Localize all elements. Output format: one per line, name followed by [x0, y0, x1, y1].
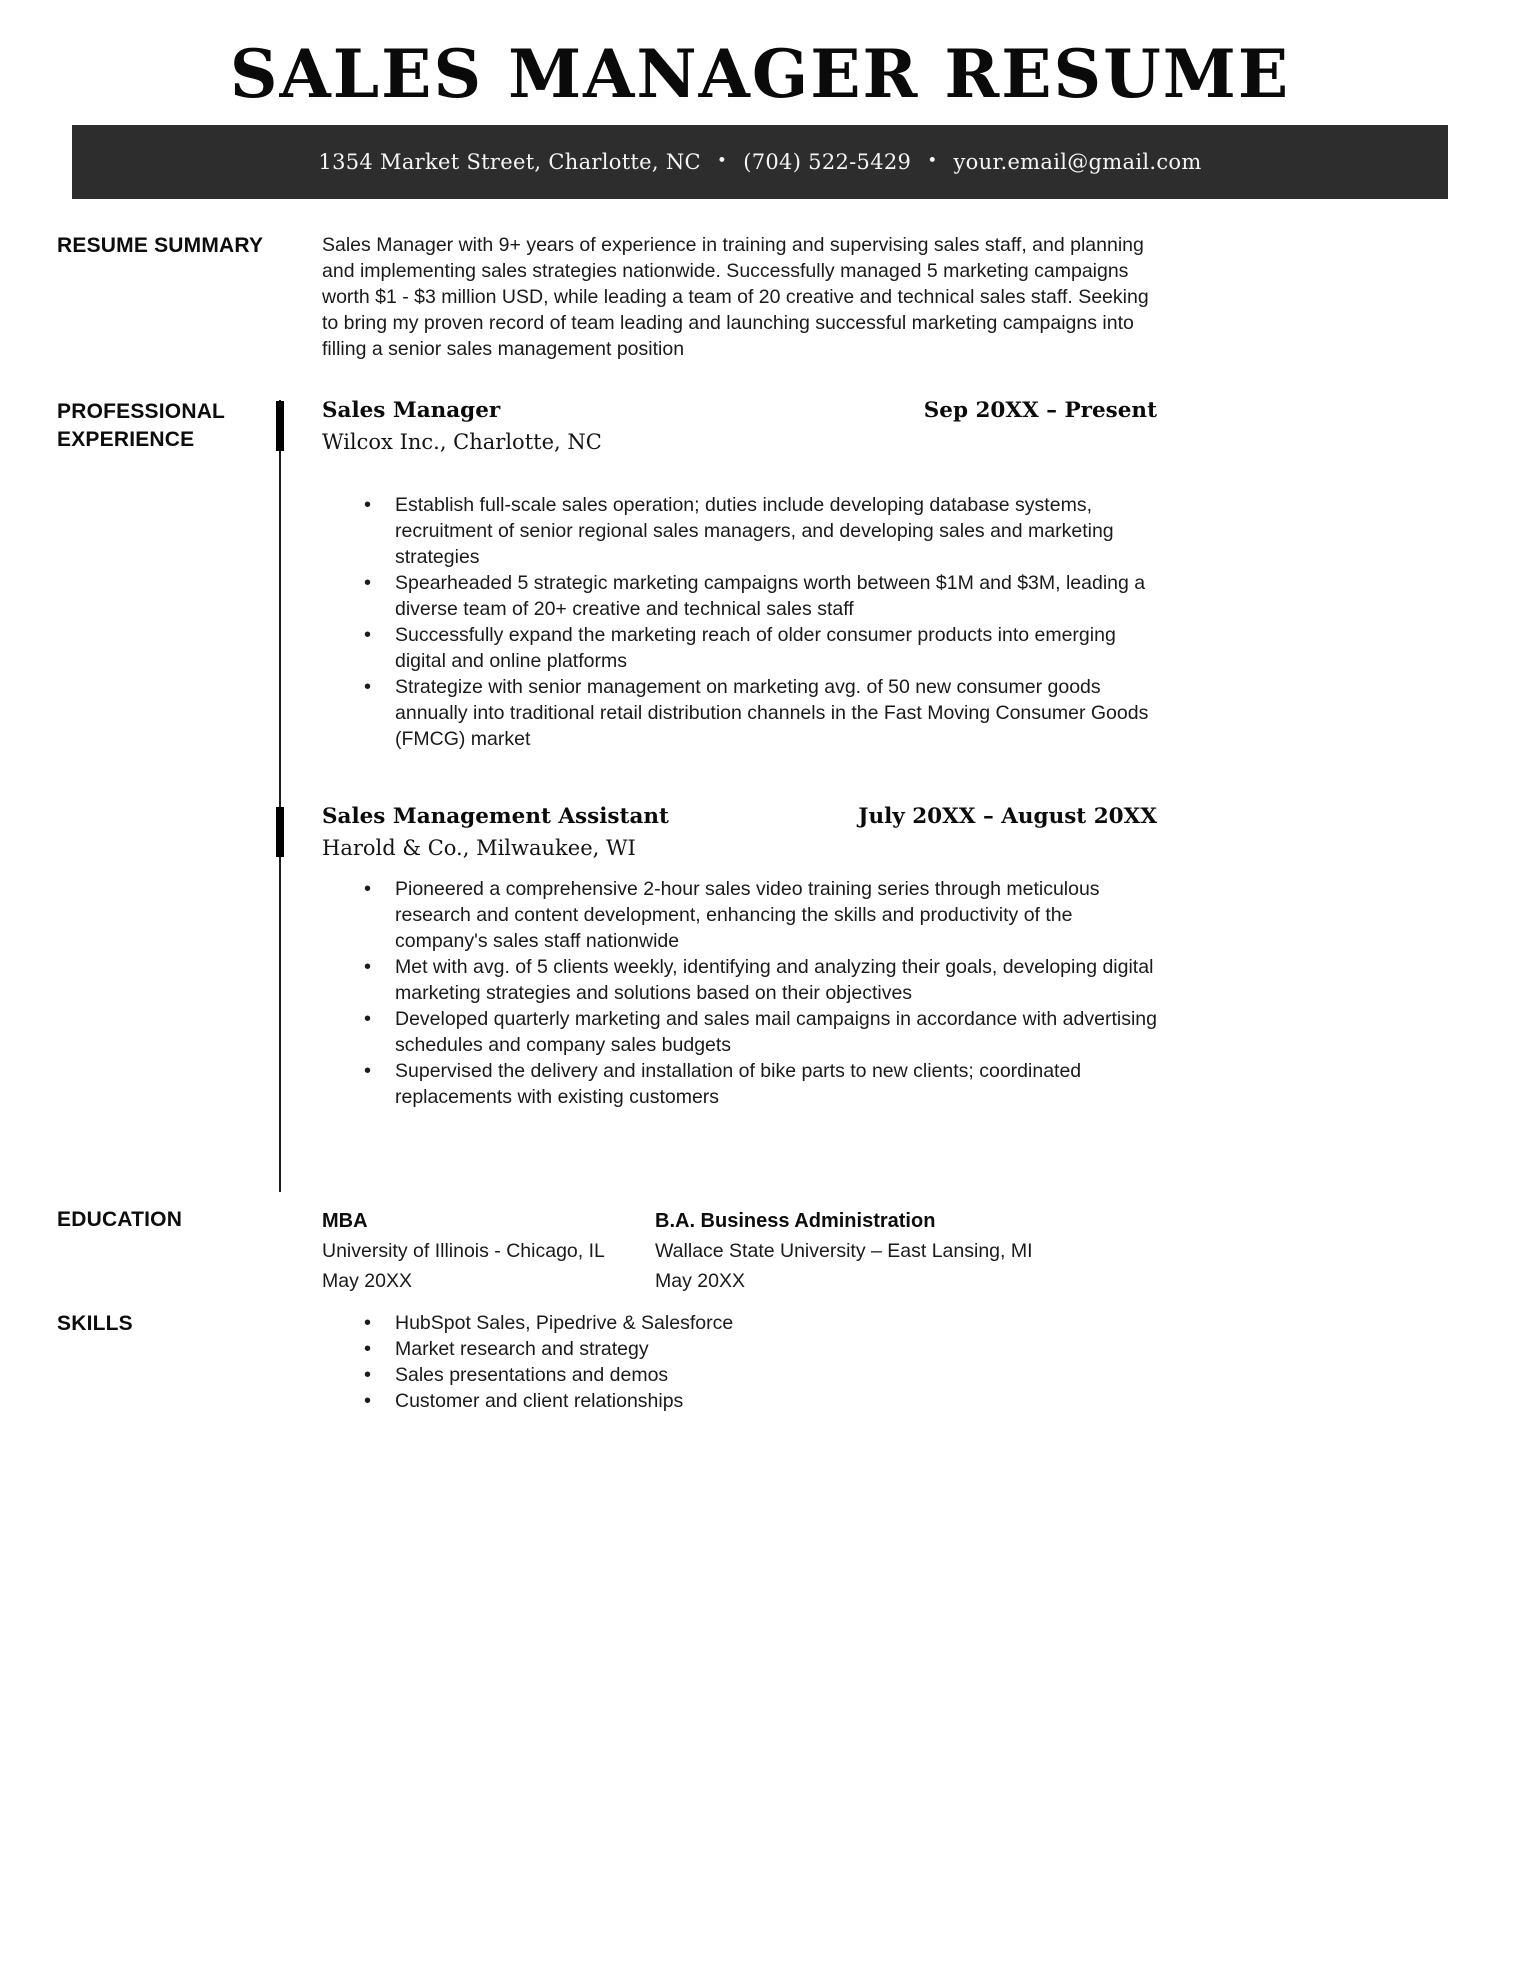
job-marker: [276, 807, 284, 857]
contact-address: 1354 Market Street, Charlotte, NC: [318, 150, 701, 175]
education-section: [0, 1206, 1520, 1296]
degree-entry: [655, 1206, 1157, 1296]
summary-text: Sales Manager with 9+ years of experience in training and supervising sales staff, and planning and implementing sales strategies nationwide. Successfully managed 5 marketing campaigns worth $1 - $3 million USD, while leading a team of 20 creative and technical sales staff. Seeking to bring my proven record of team leading and launching successful marketing campaigns into filling a senior sales management position: [322, 234, 1149, 361]
experience-timeline: [279, 400, 281, 1192]
degree-school: University of Illinois - Chicago, IL: [322, 1240, 605, 1263]
job-dates: Sep 20XX – Present: [923, 398, 1157, 424]
skill-item: • Sales presentations and demos: [322, 1362, 1157, 1388]
section-label-skills: SKILLS: [57, 1312, 133, 1336]
experience-section: [0, 398, 1520, 1192]
contact-email: your.email@gmail.com: [953, 150, 1202, 175]
job-title: Sales Management Assistant: [322, 804, 669, 830]
degree-entry: [322, 1206, 655, 1296]
skills-list: [322, 1310, 1157, 1414]
skill-item: • Customer and client relationships: [322, 1388, 1157, 1414]
job-bullet: • Supervised the delivery and installation of bike parts to new clients; coordinated replacements with existing customers: [322, 1058, 1157, 1110]
degree-date: May 20XX: [322, 1270, 412, 1293]
job-company: Wilcox Inc., Charlotte, NC: [322, 430, 602, 455]
job-marker: [276, 401, 284, 451]
page-title: SALES MANAGER RESUME: [229, 35, 1291, 113]
degree-title: MBA: [322, 1210, 368, 1233]
degree-title: B.A. Business Administration: [655, 1210, 936, 1233]
section-label-experience: PROFESSIONAL EXPERIENCE: [57, 400, 225, 452]
skill-item: • HubSpot Sales, Pipedrive & Salesforce: [322, 1310, 1157, 1336]
contact-separator: •: [927, 151, 938, 172]
job-bullet: • Developed quarterly marketing and sales mail campaigns in accordance with advertising schedules and company sales budgets: [322, 1006, 1157, 1058]
job-bullet: • Successfully expand the marketing reach of older consumer products into emerging digital and online platforms: [322, 622, 1157, 674]
job-bullet-list: [322, 492, 1157, 752]
contact-separator: •: [716, 151, 728, 172]
job-bullet: • Establish full-scale sales operation; duties include developing database systems, recruitment of senior regional sales managers, and developing sales and marketing strategies: [322, 492, 1157, 570]
section-label-summary: RESUME SUMMARY: [57, 234, 264, 258]
degree-school: Wallace State University – East Lansing, MI: [655, 1240, 1033, 1263]
contact-phone: (704) 522-5429: [743, 150, 912, 175]
job-bullet: • Spearheaded 5 strategic marketing campaigns worth between $1M and $3M, leading a diverse team of 20+ creative and technical sales staff: [322, 570, 1157, 622]
contact-bar: [72, 125, 1448, 199]
degree-date: May 20XX: [655, 1270, 745, 1293]
job-bullet: • Strategize with senior management on marketing avg. of 50 new consumer goods annually into traditional retail distribution channels in the Fast Moving Consumer Goods (FMCG) market: [322, 674, 1157, 752]
summary-section: [0, 232, 1520, 362]
job-entry: [322, 398, 1157, 752]
job-bullet: • Pioneered a comprehensive 2-hour sales video training series through meticulous research and content development, enhancing the skills and productivity of the company's sales staff nationwide: [322, 876, 1157, 954]
skill-item: • Market research and strategy: [322, 1336, 1157, 1362]
job-dates: July 20XX – August 20XX: [858, 804, 1157, 830]
skills-section: [0, 1310, 1520, 1414]
job-bullet: • Met with avg. of 5 clients weekly, identifying and analyzing their goals, developing digital marketing strategies and solutions based on their objectives: [322, 954, 1157, 1006]
section-label-education: EDUCATION: [57, 1208, 183, 1232]
job-title: Sales Manager: [322, 398, 501, 424]
job-company: Harold & Co., Milwaukee, WI: [322, 836, 636, 861]
job-bullet-list: [322, 876, 1157, 1110]
job-entry: [322, 804, 1157, 1110]
